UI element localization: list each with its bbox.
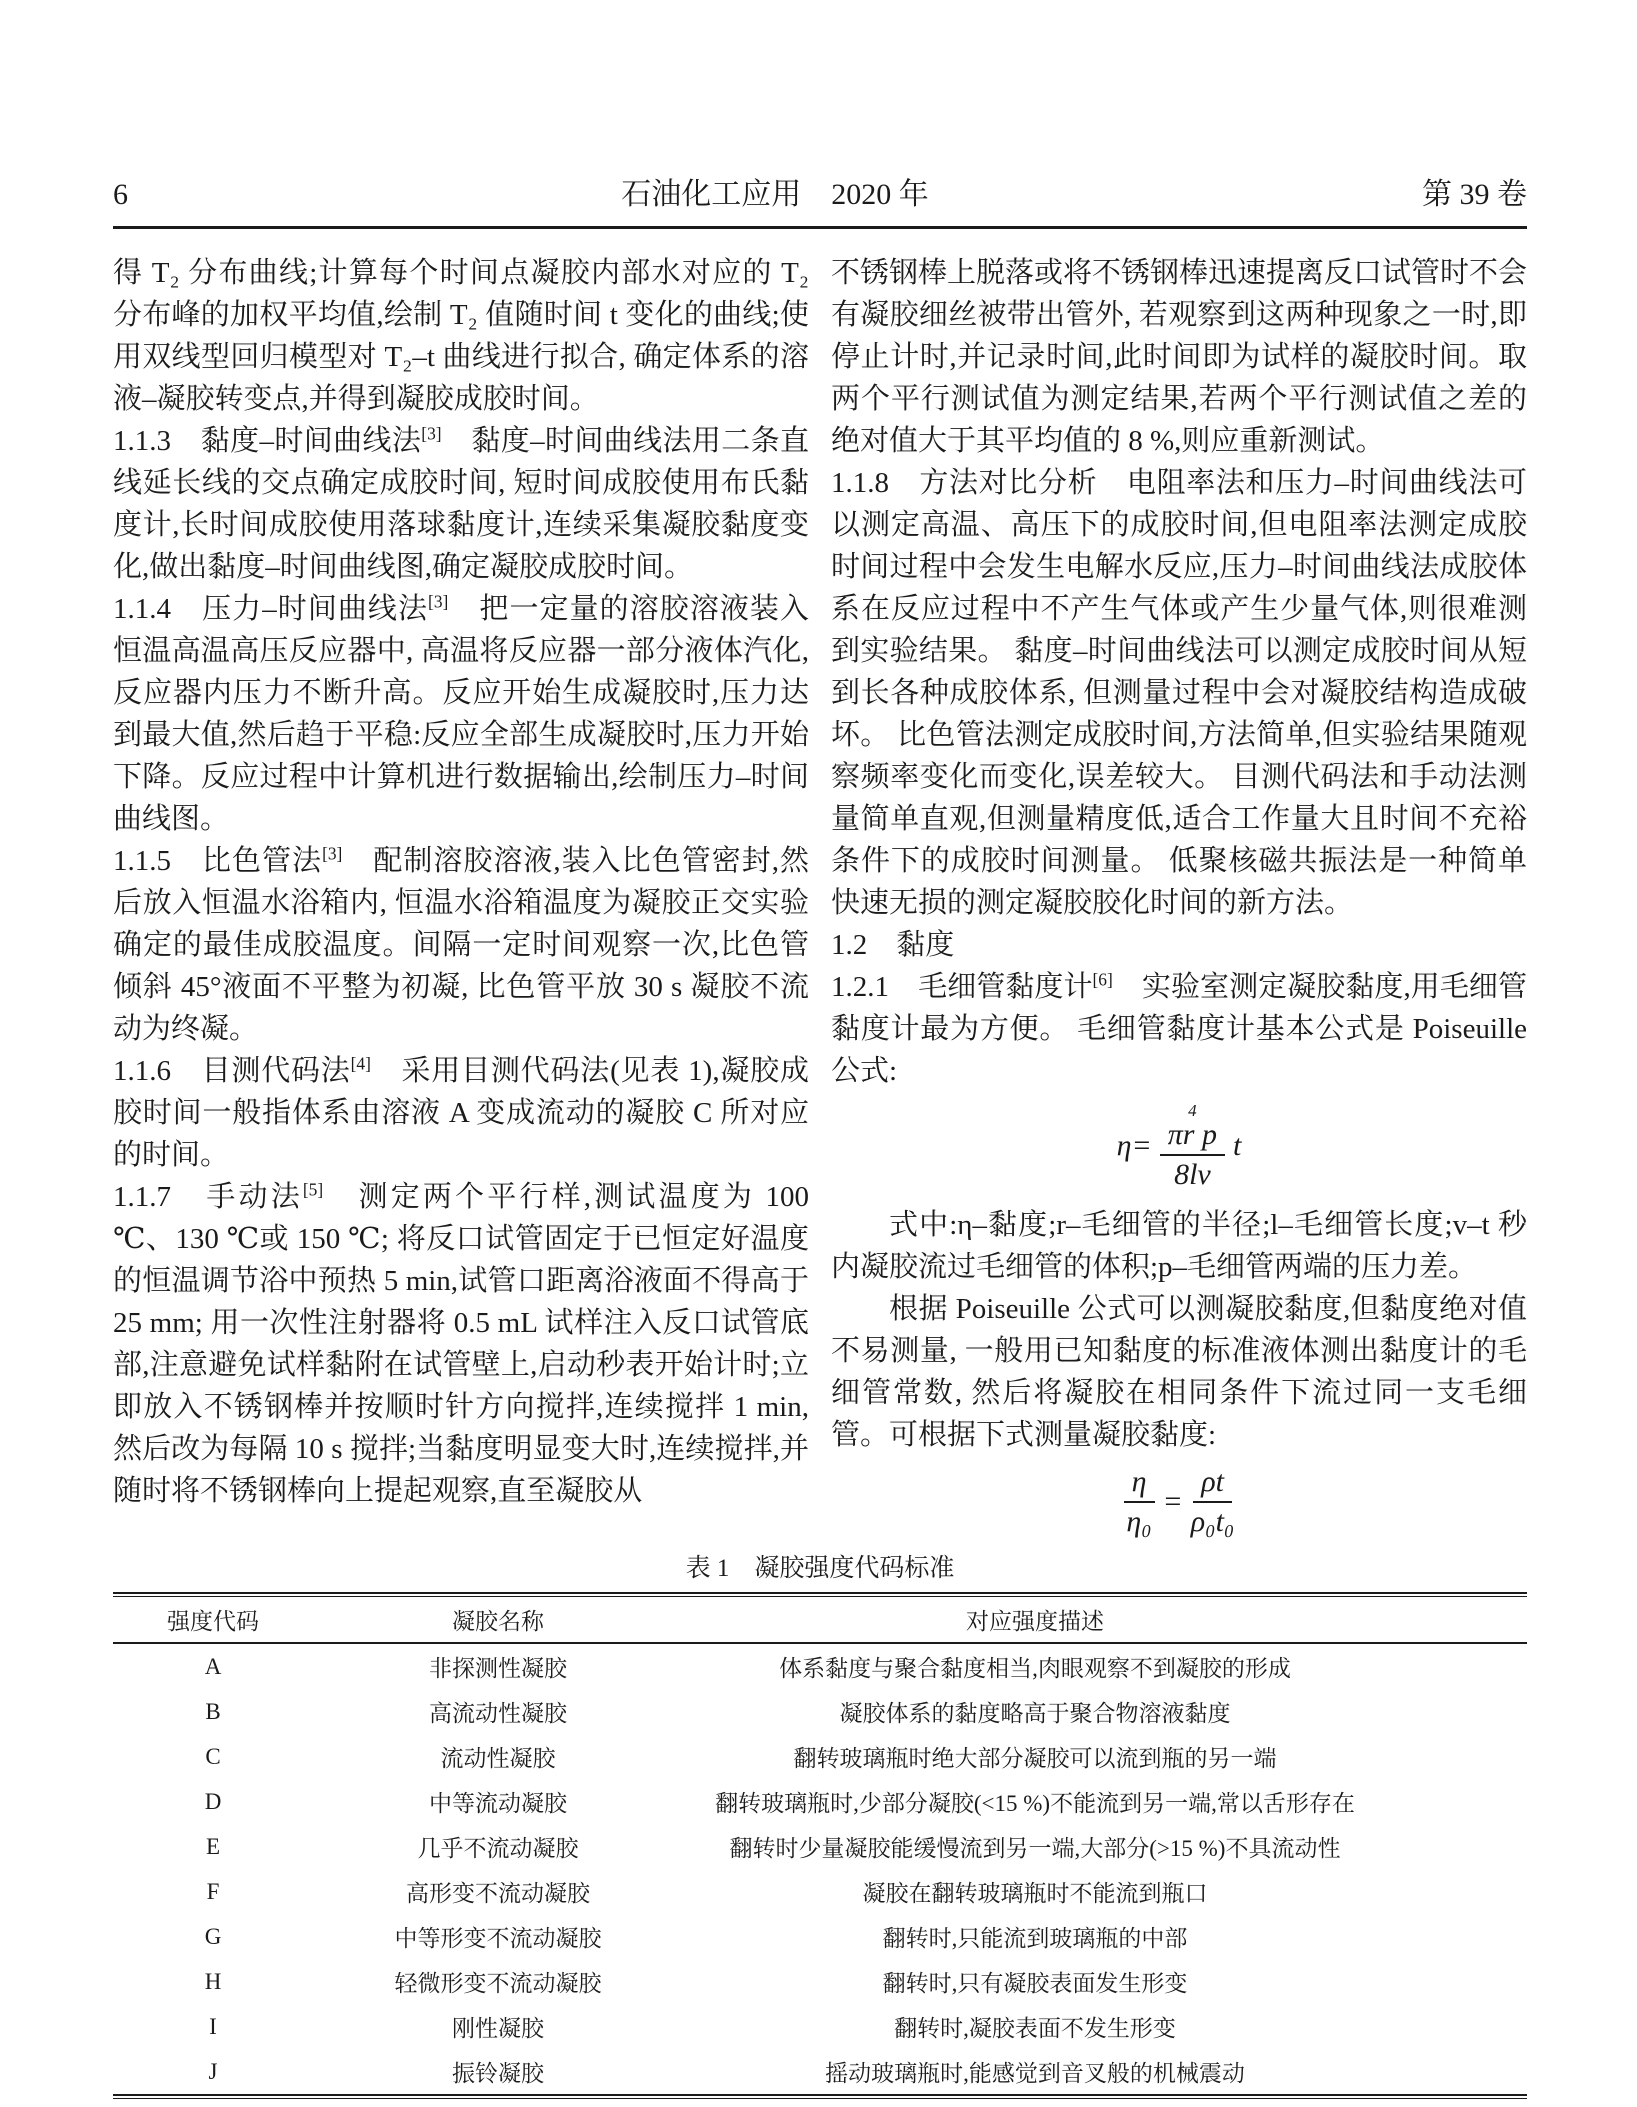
table-row	[113, 1824, 1527, 1869]
text-run: 1.2 黏度	[831, 929, 955, 961]
strength-code-cell: D	[204, 1788, 222, 1814]
numerator: πr p	[1167, 1118, 1217, 1151]
section-1-1-6-visual-code	[113, 1050, 809, 1176]
denominator: η₀	[1126, 1504, 1152, 1538]
left-column	[113, 252, 809, 1551]
text-run: 1.1.6 目测代码法	[113, 1055, 351, 1087]
strength-code-cell: E	[205, 1833, 221, 1859]
denominator: ρ₀t₀	[1190, 1504, 1235, 1538]
para-manual-method-continuation	[831, 252, 1527, 462]
text-run: 式中:η–黏度;r–毛细管的半径;l–毛细管长度;v–t 秒内凝胶流过毛细管的体积;p–毛细管两端的压力差。	[831, 1209, 1527, 1283]
gel-name-cell: 振铃凝胶	[452, 2061, 544, 2086]
volume-label: 第 39 卷	[1422, 178, 1527, 211]
running-head	[113, 178, 1527, 212]
journal-title: 石油化工应用 2020 年	[621, 178, 929, 211]
reference-superscript: [5]	[302, 1179, 324, 1200]
gel-name-cell: 高流动性凝胶	[429, 1701, 567, 1726]
strength-code-cell: G	[204, 1923, 222, 1949]
gel-name-cell: 非探测性凝胶	[429, 1656, 567, 1681]
section-1-1-3-viscosity-time-curve	[113, 420, 809, 588]
table-row	[113, 2049, 1527, 2094]
text-run: 黏度–时间曲线法用二条直线延长线的交点确定成胶时间, 短时间成胶使用布氏黏度计,长时间成胶使用落球黏度计,连续采集凝胶黏度变化,做出黏度–时间曲线图,确定凝胶成胶时间。	[113, 425, 809, 583]
reference-superscript: [4]	[350, 1053, 371, 1074]
text-run: 不锈钢棒上脱落或将不锈钢棒迅速提离反口试管时不会有凝胶细丝被带出管外, 若观察到这两种现象之一时,即停止计时,并记录时间,此时间即为试样的凝胶时间。取两个平行测试值为测定结果,若两个平行测试值之差的绝对值大于其平均值的 8 %,则应重新测试。	[831, 257, 1528, 457]
body-columns	[113, 252, 1527, 1551]
strength-description-cell: 摇动玻璃瓶时,能感觉到音叉般的机械震动	[825, 2061, 1245, 2086]
strength-code-cell: J	[208, 2058, 218, 2084]
gel-name-cell: 刚性凝胶	[452, 2016, 544, 2041]
formula-viscosity-ratio	[831, 1466, 1527, 1537]
table-row	[113, 1689, 1527, 1734]
section-1-1-8-method-comparison	[831, 462, 1527, 924]
gel-name-cell: 中等流动凝胶	[429, 1791, 567, 1816]
table-header-cell: 对应强度描述	[966, 1609, 1104, 1634]
formula-lhs: η=	[1116, 1129, 1152, 1162]
strength-code-cell: C	[205, 1743, 221, 1769]
text-run: 1.2.1 毛细管黏度计	[831, 971, 1093, 1003]
para-poiseuille-application	[831, 1288, 1527, 1456]
text-run: 1.1.3 黏度–时间曲线法	[113, 425, 422, 457]
exponent: 4	[1188, 1101, 1197, 1120]
text-run: 实验室测定凝胶黏度,用毛细管黏度计最为方便。 毛细管黏度计基本公式是 Poiseuille 公式:	[831, 971, 1527, 1087]
strength-description-cell: 翻转时,凝胶表面不发生形变	[894, 2016, 1176, 2041]
strength-code-cell: F	[206, 1878, 220, 1904]
numerator: η	[1124, 1466, 1155, 1503]
table-header-row	[113, 1597, 1527, 1644]
text-run: 1.1.5 比色管法	[113, 845, 323, 877]
table-caption: 表 1 凝胶强度代码标准	[685, 1555, 955, 1582]
text-run: 得 T₂ 分布曲线;计算每个时间点凝胶内部水对应的 T₂ 分布峰的加权平均值,绘制 T₂ 值随时间 t 变化的曲线;使用双线型回归模型对 T₂–t 曲线进行拟合, 确定体系的溶液–凝胶转变点,并得到凝胶成胶时间。	[113, 257, 809, 415]
page-number: 6	[113, 178, 128, 211]
text-run: 根据 Poiseuille 公式可以测凝胶黏度,但黏度绝对值不易测量, 一般用已知黏度的标准液体测出黏度计的毛细管常数, 然后将凝胶在相同条件下流过同一支毛细管。可根据下式测量凝胶黏度:	[831, 1293, 1527, 1451]
table-row	[113, 1734, 1527, 1779]
section-1-1-4-pressure-time-curve	[113, 588, 809, 840]
fraction	[1160, 1102, 1225, 1190]
para-formula-legend	[831, 1204, 1527, 1288]
fraction-right	[1191, 1466, 1235, 1537]
text-run: 1.1.4 压力–时间曲线法	[113, 593, 429, 625]
table-bottom-rule	[113, 2094, 1527, 2099]
section-1-2-1-capillary-viscometer	[831, 966, 1527, 1092]
gel-name-cell: 几乎不流动凝胶	[417, 1836, 579, 1861]
text-run: 配制溶胶溶液,装入比色管密封,然后放入恒温水浴箱内, 恒温水浴箱温度为凝胶正交实验确定的最佳成胶温度。间隔一定时间观察一次,比色管倾斜 45°液面不平整为初凝, 比色管平放 30 s 凝胶不流动为终凝。	[113, 845, 809, 1045]
equals-sign: =	[1162, 1484, 1183, 1518]
strength-description-cell: 翻转玻璃瓶时,少部分凝胶(<15 %)不能流到另一端,常以舌形存在	[715, 1791, 1355, 1816]
denominator: 8lv	[1174, 1157, 1211, 1191]
table-row	[113, 1959, 1527, 2004]
gel-name-cell: 高形变不流动凝胶	[406, 1881, 590, 1906]
gel-name-cell: 中等形变不流动凝胶	[394, 1926, 602, 1951]
section-1-1-7-manual-method	[113, 1176, 809, 1512]
table-header-cell: 凝胶名称	[452, 1609, 544, 1634]
strength-code-cell: H	[204, 1968, 222, 1994]
text-run: 采用目测代码法(见表 1),凝胶成胶时间一般指体系由溶液 A 变成流动的凝胶 C 所对应的时间。	[113, 1055, 809, 1171]
text-run: 1.1.8 方法对比分析 电阻率法和压力–时间曲线法可以测定高温、高压下的成胶时间,但电阻率法测定成胶时间过程中会发生电解水反应,压力–时间曲线法成胶体系在反应过程中不产生气体或产生少量气体,则很难测到实验结果。 黏度–时间曲线法可以测定成胶时间从短到长各种成胶体系, 但测量过程中会对凝胶结构造成破坏。 比色管法测定成胶时间,方法简单,但实验结果随观察频率变化而变化,误差较大。 目测代码法和手动法测量简单直观,但测量精度低,适合工作量大且时间不充裕条件下的成胶时间测量。 低聚核磁共振法是一种简单快速无损的测定凝胶胶化时间的新方法。	[831, 467, 1527, 919]
strength-description-cell: 翻转时少量凝胶能缓慢流到另一端,大部分(>15 %)不具流动性	[729, 1836, 1341, 1861]
table-row	[113, 2004, 1527, 2049]
gel-strength-table	[113, 1597, 1527, 2094]
reference-superscript: [3]	[421, 423, 442, 444]
gel-name-cell: 流动性凝胶	[440, 1746, 556, 1771]
numerator: ρt	[1193, 1466, 1232, 1503]
table-1-gel-strength-codes	[113, 1554, 1527, 2099]
formula-poiseuille	[831, 1102, 1527, 1190]
para-t2-curve-continuation	[113, 252, 809, 420]
strength-description-cell: 凝胶在翻转玻璃瓶时不能流到瓶口	[862, 1881, 1208, 1906]
reference-superscript: [3]	[428, 591, 449, 612]
reference-superscript: [6]	[1092, 969, 1113, 990]
section-1-1-5-colorimetric-tube	[113, 840, 809, 1050]
table-row	[113, 1914, 1527, 1959]
formula-suffix: t	[1233, 1129, 1242, 1162]
strength-description-cell: 体系黏度与聚合黏度相当,肉眼观察不到凝胶的形成	[779, 1656, 1291, 1681]
table-row	[113, 1779, 1527, 1824]
reference-superscript: [3]	[322, 843, 343, 864]
header-rule	[113, 226, 1527, 229]
text-run: 测定两个平行样,测试温度为 100 ℃、130 ℃或 150 ℃; 将反口试管固定于已恒定好温度的恒温调节浴中预热 5 min,试管口距离浴液面不得高于 25 mm; 用一次性注射器将 0.5 mL 试样注入反口试管底部,注意避免试样黏附在试管壁上,启动秒表开始计时;立即放入不锈钢棒并按顺时针方向搅拌,连续搅拌 1 min,然后改为每隔 10 s 搅拌;当黏度明显变大时,连续搅拌,并随时将不锈钢棒向上提起观察,直至凝胶从	[113, 1181, 809, 1507]
gel-name-cell: 轻微形变不流动凝胶	[394, 1971, 602, 1996]
right-column	[831, 252, 1527, 1551]
table-row	[113, 1869, 1527, 1914]
section-1-2-viscosity	[831, 924, 1527, 966]
strength-code-cell: I	[209, 2013, 217, 2039]
table-header-cell: 强度代码	[167, 1609, 259, 1634]
strength-description-cell: 翻转时,只有凝胶表面发生形变	[882, 1971, 1188, 1996]
strength-description-cell: 翻转玻璃瓶时绝大部分凝胶可以流到瓶的另一端	[793, 1746, 1277, 1771]
text-run: 把一定量的溶胶溶液装入恒温高温高压反应器中, 高温将反应器一部分液体汽化,反应器内压力不断升高。反应开始生成凝胶时,压力达到最大值,然后趋于平稳:反应全部生成凝胶时,压力开始下降。反应过程中计算机进行数据输出,绘制压力–时间曲线图。	[113, 593, 809, 835]
strength-code-cell: A	[204, 1653, 222, 1679]
strength-code-cell: B	[205, 1698, 221, 1724]
strength-description-cell: 翻转时,只能流到玻璃瓶的中部	[882, 1926, 1188, 1951]
table-row	[113, 1644, 1527, 1689]
fraction-left	[1124, 1466, 1155, 1537]
strength-description-cell: 凝胶体系的黏度略高于聚合物溶液黏度	[839, 1701, 1231, 1726]
table-body	[113, 1644, 1527, 2094]
text-run: 1.1.7 手动法	[113, 1181, 303, 1213]
